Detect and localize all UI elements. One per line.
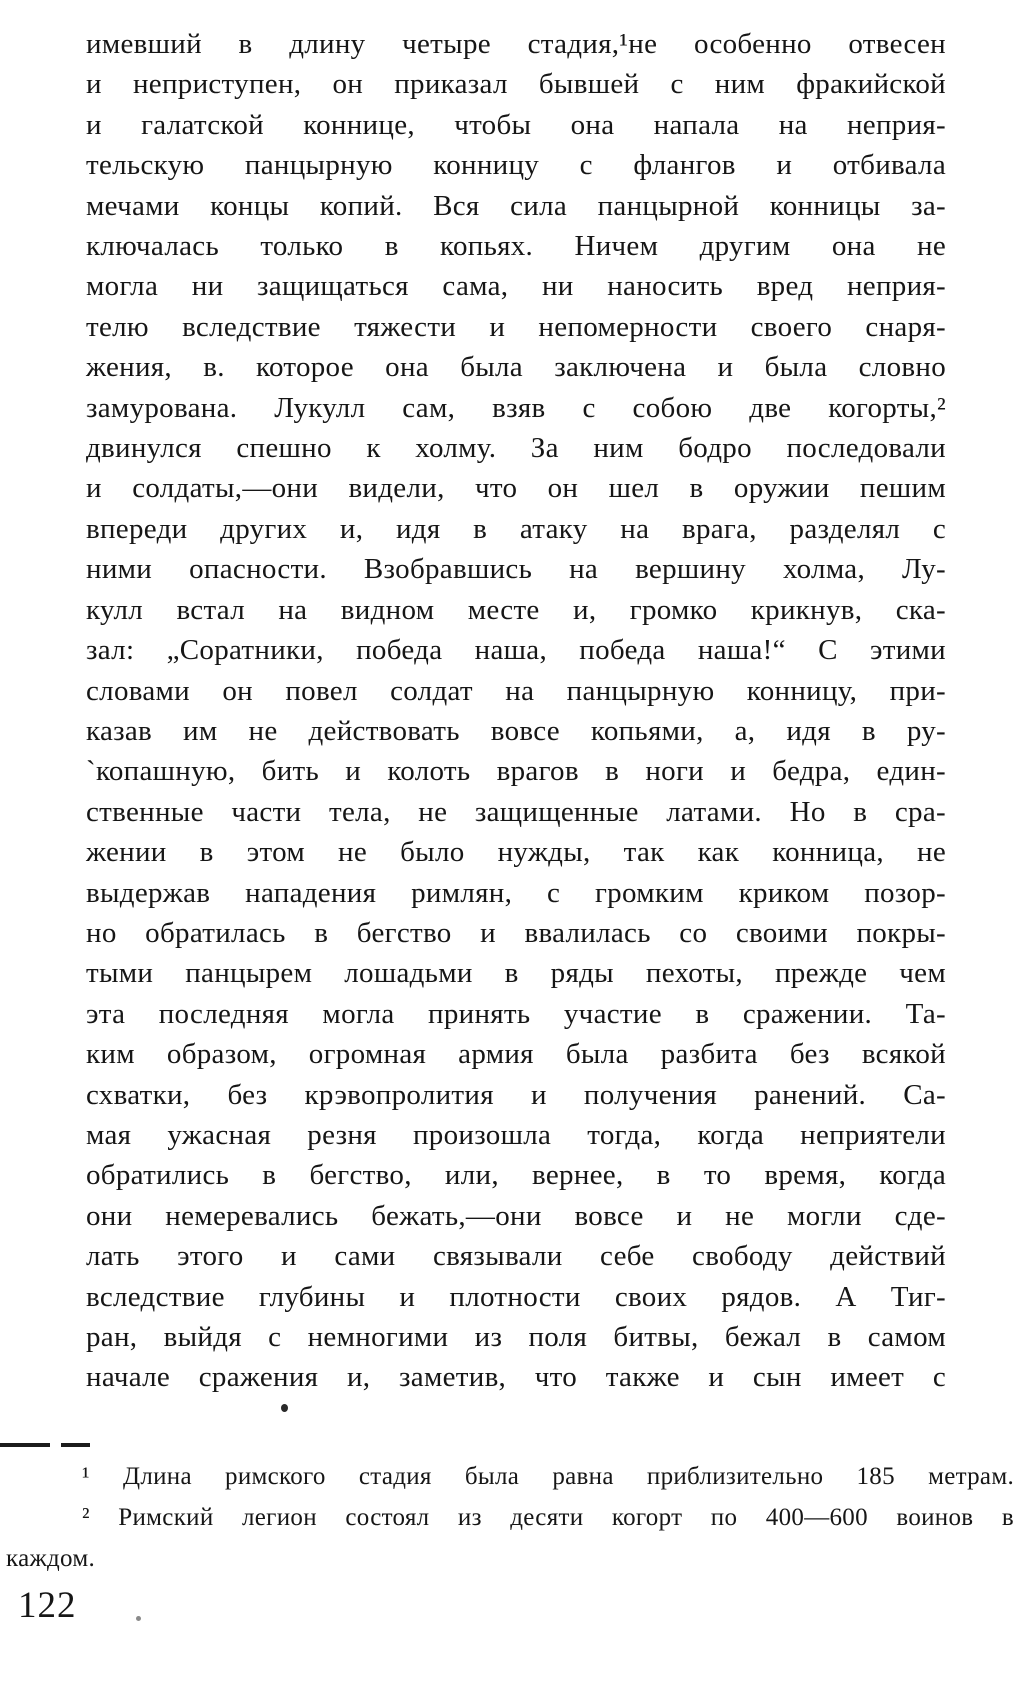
text-line: тыми панцырем лошадьми в ряды пехоты, прежде чем bbox=[86, 957, 946, 990]
footnotes-block bbox=[6, 1456, 1014, 1579]
text-line: замурована. Лукулл сам, взяв с собою две когорты,² bbox=[86, 391, 946, 424]
footnote-2-continuation: каждом. bbox=[6, 1545, 96, 1572]
text-line: лать этого и сами связывали себе свободу действий bbox=[86, 1240, 946, 1273]
text-line: ственные части тела, не защищенные латами. Но в сра- bbox=[86, 795, 946, 828]
text-line: имевший в длину четыре стадия,¹не особенно отвесен bbox=[86, 28, 946, 60]
text-line: они немеревались бежать,—они вовсе и не могли сде- bbox=[86, 1199, 946, 1232]
text-line: телю вследствие тяжести и непомерности своего снаря- bbox=[86, 310, 946, 343]
footnote-1: ¹ Длина римского стадия была равна приблизительно 185 метрам. bbox=[82, 1463, 1014, 1490]
text-line: казав им не действовать вовсе копьями, а, идя в ру- bbox=[86, 714, 946, 747]
footnote-2: ² Римский легион состоял из десяти когорт по 400—600 воинов в bbox=[82, 1504, 1014, 1531]
text-line: впереди других и, идя в атаку на врага, разделял с bbox=[86, 512, 946, 545]
text-line: ними опасности. Взобравшись на вершину холма, Лу- bbox=[86, 553, 946, 586]
text-line: могла ни защищаться сама, ни наносить вред неприя- bbox=[86, 270, 946, 303]
footnote-separator bbox=[0, 1443, 90, 1447]
text-line: но обратилась в бегство и ввалилась со своими покры- bbox=[86, 916, 946, 949]
text-line: и солдаты,—они видели, что он шел в оружии пешим bbox=[86, 472, 946, 505]
text-line: схватки, без крэвопролития и получения ранений. Са- bbox=[86, 1078, 946, 1111]
text-line: мая ужасная резня произошла тогда, когда неприятели bbox=[86, 1118, 946, 1151]
page-number: 122 bbox=[18, 1585, 77, 1626]
text-line: и галатской коннице, чтобы она напала на неприя- bbox=[86, 108, 946, 141]
text-line: ран, выйдя с немногими из поля битвы, бежал в самом bbox=[86, 1321, 946, 1353]
text-line: зал: „Соратники, победа наша, победа наша!“ С этими bbox=[86, 634, 946, 667]
text-line: словами он повел солдат на панцырную конницу, при- bbox=[86, 674, 946, 707]
text-line: жения, в. которое она была заключена и была словно bbox=[86, 351, 946, 384]
main-text-block bbox=[86, 24, 946, 1398]
text-line: мечами концы копий. Вся сила панцырной конницы за- bbox=[86, 189, 946, 222]
ink-speck bbox=[281, 1404, 288, 1412]
text-line: `копашную, бить и колоть врагов в ноги и бедра, един- bbox=[86, 755, 946, 788]
text-line: ким образом, огромная армия была разбита без всякой bbox=[86, 1038, 946, 1071]
text-line: двинулся спешно к холму. За ним бодро последовали bbox=[86, 432, 946, 465]
text-line: обратились в бегство, или, вернее, в то время, когда bbox=[86, 1159, 946, 1192]
text-line: кулл встал на видном месте и, громко крикнув, ска- bbox=[86, 593, 946, 626]
text-line: и неприступен, он приказал бывшей с ним фракийской bbox=[86, 68, 946, 101]
text-line: начале сражения и, заметив, что также и сын имеет с bbox=[86, 1361, 946, 1394]
text-line: вследствие глубины и плотности своих рядов. А Тиг- bbox=[86, 1280, 946, 1313]
text-line: выдержав нападения римлян, с громким криком позор- bbox=[86, 876, 946, 909]
text-line: жении в этом не было нужды, так как конница, не bbox=[86, 836, 946, 869]
ink-speck bbox=[136, 1616, 141, 1621]
text-line: ключалась только в копьях. Ничем другим она не bbox=[86, 230, 946, 263]
text-line: эта последняя могла принять участие в сражении. Та- bbox=[86, 997, 946, 1030]
text-line: тельскую панцырную конницу с флангов и отбивала bbox=[86, 149, 946, 182]
